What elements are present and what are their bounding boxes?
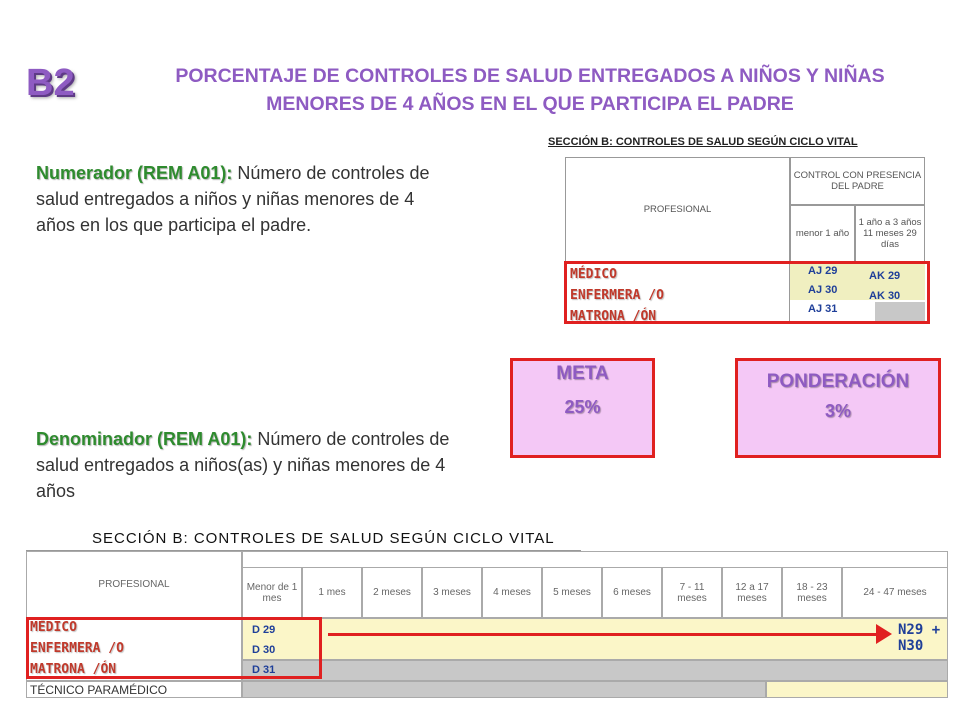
code-ak30: AK 30 xyxy=(869,290,901,302)
bottom-row-matrona: MATRONA /ÓN xyxy=(30,662,117,677)
meta-label: META xyxy=(556,363,609,384)
bottom-tecnico-gray xyxy=(242,681,766,698)
denominator-text xyxy=(36,426,456,504)
ponderacion-value: 3% xyxy=(824,401,851,421)
bottom-highlight-box xyxy=(26,617,322,679)
section-title: SECCIÓN B: CONTROLES DE SALUD SEGÚN CICLO VITAL xyxy=(548,136,858,148)
bottom-profesional-header: PROFESIONAL xyxy=(26,551,242,618)
arrow-line xyxy=(328,633,880,636)
col-5-meses: 5 meses xyxy=(542,567,602,618)
numerator-description: Número de controles de salud entregados a niños y niñas menores de 4 años en los que participa el padre. xyxy=(36,163,430,235)
ponderacion-label: PONDERACIÓN xyxy=(766,371,910,392)
badge-b2: B2 xyxy=(26,62,75,104)
top-profesional-header: PROFESIONAL xyxy=(565,157,790,262)
code-ak29: AK 29 xyxy=(869,270,901,282)
ponderacion-box xyxy=(735,358,941,458)
numerator-text xyxy=(36,160,436,238)
page-title: PORCENTAJE DE CONTROLES DE SALUD ENTREGADOS A NIÑOS Y NIÑAS MENORES DE 4 AÑOS EN EL QUE PARTICIPA EL PADRE xyxy=(175,65,885,115)
code-d29: D 29 xyxy=(252,624,276,636)
numerator-label: Numerador (REM A01): xyxy=(36,163,233,183)
bottom-row-tecnico: TÉCNICO PARAMÉDICO xyxy=(26,681,242,698)
top-row-medico: MÉDICO xyxy=(570,267,617,282)
bottom-gray-row xyxy=(242,660,948,681)
bottom-tecnico-cream xyxy=(766,681,948,698)
bottom-row-enfermera: ENFERMERA /O xyxy=(30,641,124,656)
col-menor-1-mes: Menor de 1 mes xyxy=(242,567,302,618)
bottom-cream-rows xyxy=(242,618,948,660)
top-col2-header: 1 año a 3 años 11 meses 29 días xyxy=(855,205,925,262)
bottom-header-top xyxy=(242,551,948,567)
meta-box xyxy=(510,358,655,458)
top-col1-header: menor 1 año xyxy=(790,205,855,262)
col-6-meses: 6 meses xyxy=(602,567,662,618)
code-aj31: AJ 31 xyxy=(808,303,838,315)
bottom-table-title: SECCIÓN B: CONTROLES DE SALUD SEGÚN CICLO VITAL xyxy=(92,530,555,547)
col-1-mes: 1 mes xyxy=(302,567,362,618)
code-d31: D 31 xyxy=(252,664,276,676)
code-aj30: AJ 30 xyxy=(808,284,838,296)
col-4-meses: 4 meses xyxy=(482,567,542,618)
top-row-matrona: MATRONA /ÓN xyxy=(570,309,657,324)
result-label: N29 + N30 xyxy=(898,622,941,654)
arrow-right-icon xyxy=(876,624,892,644)
bottom-row-medico: MÉDICO xyxy=(30,620,77,635)
top-row-enfermera: ENFERMERA /O xyxy=(570,288,664,303)
meta-value: 25% xyxy=(564,397,601,417)
col-2-meses: 2 meses xyxy=(362,567,422,618)
top-highlight-box xyxy=(564,261,930,324)
code-d30: D 30 xyxy=(252,644,276,656)
col-3-meses: 3 meses xyxy=(422,567,482,618)
col-18-23-meses: 18 - 23 meses xyxy=(782,567,842,618)
denominator-description: Número de controles de salud entregados a niños(as) y niñas menores de 4 años xyxy=(36,429,450,501)
denominator-label: Denominador (REM A01): xyxy=(36,429,253,449)
col-24-47-meses: 24 - 47 meses xyxy=(842,567,948,618)
code-aj29: AJ 29 xyxy=(808,265,838,277)
col-7-11-meses: 7 - 11 meses xyxy=(662,567,722,618)
top-group-header: CONTROL CON PRESENCIA DEL PADRE xyxy=(790,157,925,205)
col-12-17-meses: 12 a 17 meses xyxy=(722,567,782,618)
